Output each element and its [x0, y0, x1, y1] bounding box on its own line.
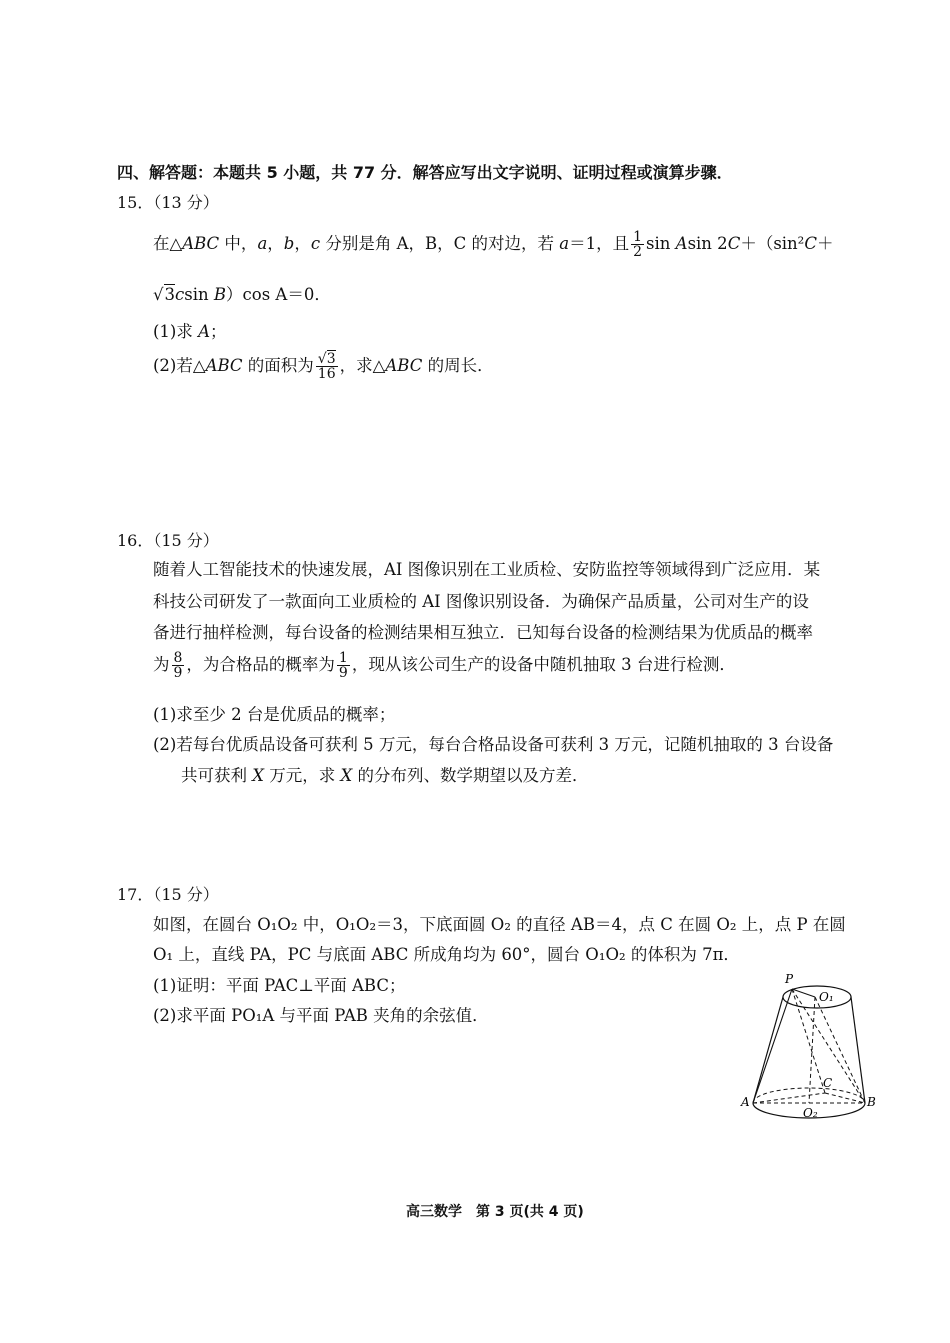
q16-frac1-den: 9: [173, 665, 183, 681]
sqrt-radicand: 3: [326, 351, 336, 367]
q16-frac2-den: 9: [338, 665, 348, 681]
q17-label: 17．（15 分）: [117, 885, 219, 904]
q15-var-c: c: [310, 234, 321, 253]
q15-text: sin: [646, 234, 676, 253]
q17-line2: O₁ 上，直线 PA，PC 与底面 ABC 所成角均为 60°，圆台 O₁O₂ 的体积为 7π．: [153, 945, 740, 964]
segment-po1: [792, 989, 815, 997]
label-c: C: [823, 1076, 833, 1090]
q15-text: (1)求: [153, 322, 199, 341]
q16-text: ，现从该公司生产的设备中随机抽取 3 台进行检测．: [351, 655, 736, 674]
page-footer: 高三数学 第 3 页(共 4 页): [406, 1204, 584, 1220]
segment-pa: [753, 989, 792, 1103]
q16-text: 的分布列、数学期望以及方差．: [352, 766, 589, 785]
label-p: P: [785, 972, 794, 986]
q16-fraction-2: [337, 651, 350, 680]
q16-text: 万元，求: [264, 766, 341, 785]
q15-label: 15．（13 分）: [117, 193, 219, 212]
label-o2: O₂: [803, 1106, 818, 1120]
q15-angle-c: C: [727, 234, 741, 253]
axis-o1o2: [809, 997, 815, 1103]
q15-var-b: b: [283, 234, 295, 253]
frustum-figure: [735, 965, 885, 1120]
q16-frac1-num: 8: [173, 650, 183, 666]
q15-var-a: a: [257, 234, 268, 253]
section-heading: 四、解答题：本题共 5 小题，共 77 分．解答应写出文字说明、证明过程或演算步骤．: [117, 163, 733, 182]
q15-frac-den: 2: [633, 244, 643, 260]
label-a: A: [741, 1095, 750, 1109]
q15-var-c: c: [175, 285, 185, 304]
label-o1: O₁: [819, 990, 834, 1004]
q15-angle-c: C: [804, 234, 817, 253]
q15-abc: ABC: [385, 356, 423, 375]
q16-text: ，为合格品的概率为: [186, 655, 335, 674]
q15-line2: [153, 281, 331, 305]
q16-part2-line1: (2)若每台优质品设备可获利 5 万元，每台合格品设备可获利 3 万元，记随机抽取的 3 台设备: [153, 735, 834, 754]
q15-text: ，: [294, 234, 311, 253]
q15-text: 中，: [219, 234, 258, 253]
q15-text: 的周长．: [422, 356, 494, 375]
q15-area-fraction: [316, 352, 338, 381]
q16-part1: (1)求至少 2 台是优质品的概率；: [153, 705, 396, 724]
q17-part1: (1)证明：平面 PAC⊥平面 ABC；: [153, 976, 406, 995]
q15-text: (2)若△: [153, 356, 206, 375]
q16-line3: 备进行抽样检测，每台设备的检测结果相互独立．已知每台设备的检测结果为优质品的概率: [153, 623, 813, 642]
q15-angle-a: A: [675, 234, 688, 253]
q15-text: 的面积为: [242, 356, 314, 375]
q15-text: sin 2: [687, 234, 728, 253]
q15-cond-a: a: [559, 234, 570, 253]
q15-part1: [153, 318, 227, 342]
q16-var-x: X: [252, 766, 264, 785]
q16-text: 为: [153, 655, 170, 674]
q17-part2: (2)求平面 PO₁A 与平面 PAB 夹角的余弦值．: [153, 1006, 489, 1025]
q16-line1: 随着人工智能技术的快速发展，AI 图像识别在工业质检、安防监控等领域得到广泛应用．某: [153, 560, 821, 579]
left-side: [753, 997, 783, 1103]
q15-text: ；: [210, 322, 227, 341]
q15-angle-a: A: [198, 322, 211, 341]
q15-text: ＝1，且: [569, 234, 630, 253]
q15-line1: [153, 230, 833, 259]
q15-angle-b: B: [213, 285, 227, 304]
sqrt-symbol: √3: [153, 285, 176, 304]
q15-text: 分别是角 A，B，C 的对边，若: [320, 234, 560, 253]
q16-line4: [153, 651, 736, 680]
q16-part2-line2: [181, 762, 589, 786]
q15-text: sin: [184, 285, 214, 304]
q15-abc: ABC: [205, 356, 243, 375]
q15-text: ＋: [816, 234, 834, 253]
label-b: B: [867, 1095, 876, 1109]
q15-text: ，: [267, 234, 284, 253]
q15-text: 在△: [153, 234, 183, 253]
q16-var-x: X: [340, 766, 353, 785]
q15-abc: ABC: [182, 234, 220, 253]
q17-line1: 如图，在圆台 O₁O₂ 中，O₁O₂＝3，下底面圆 O₂ 的直径 AB＝4，点 C 在圆 O₂ 上，点 P 在圆: [153, 915, 846, 934]
q15-area-den: 16: [317, 366, 336, 382]
q16-frac2-num: 1: [338, 650, 348, 666]
q16-fraction-1: [172, 651, 185, 680]
q15-frac-num: 1: [633, 229, 643, 245]
q15-text: ，求△: [339, 356, 386, 375]
q15-text: ）cos A＝0．: [226, 285, 331, 304]
q15-text: ＋（sin²: [740, 234, 805, 253]
q15-area-num: √3: [317, 351, 336, 367]
sqrt-radicand: 3: [164, 285, 176, 304]
segment-pc: [792, 989, 825, 1093]
segment-cb: [825, 1093, 865, 1103]
q16-line2: 科技公司研发了一款面向工业质检的 AI 图像识别设备．为确保产品质量，公司对生产的设: [153, 592, 809, 611]
q15-part2: [153, 352, 494, 381]
q15-fraction: [631, 230, 644, 259]
q16-text: 共可获利: [181, 766, 253, 785]
q16-label: 16．（15 分）: [117, 531, 219, 550]
